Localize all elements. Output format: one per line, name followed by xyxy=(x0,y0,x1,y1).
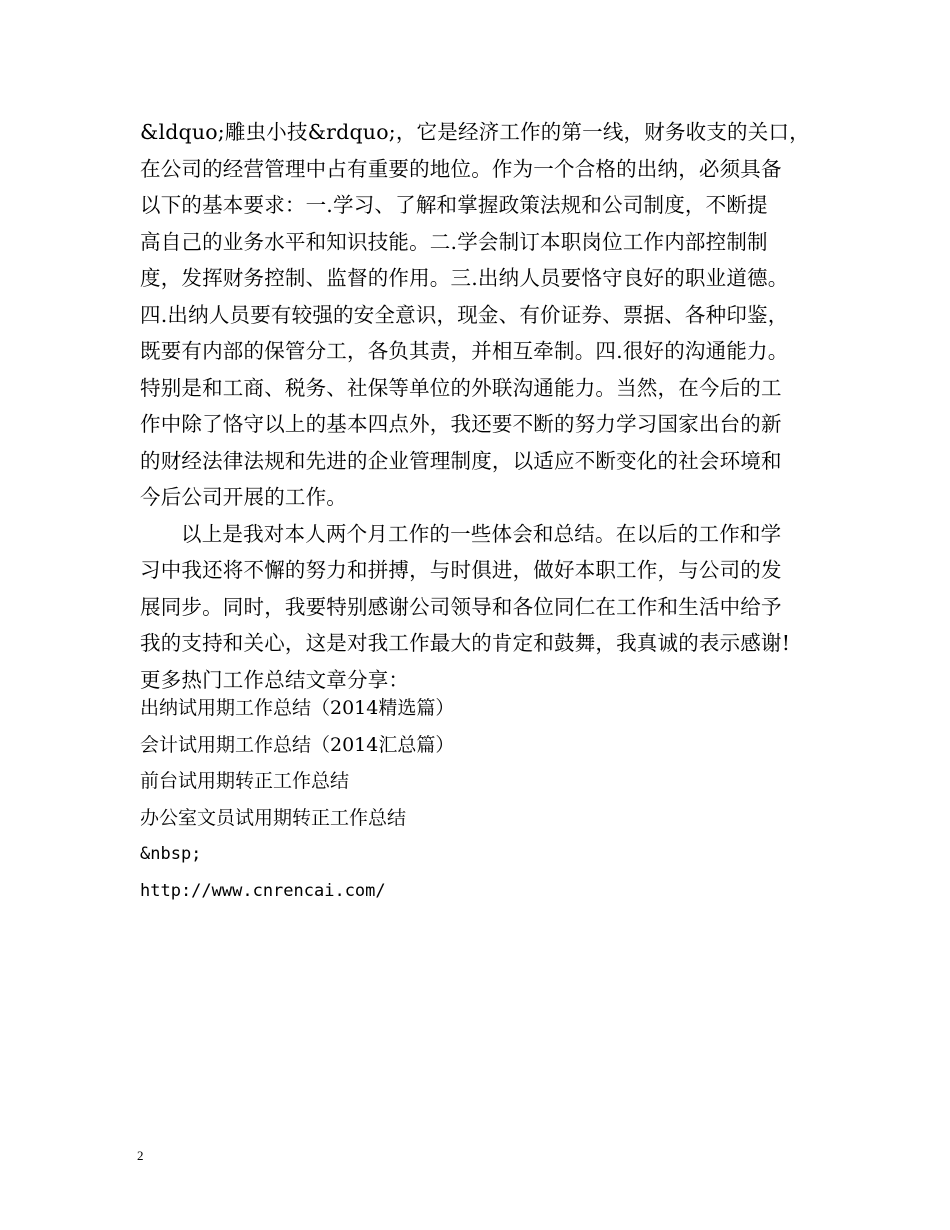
paragraph-2-line: 我的支持和关心，这是对我工作最大的肯定和鼓舞，我真诚的表示感谢! xyxy=(140,631,791,655)
paragraph-1-line: 既要有内部的保管分工，各负其责，并相互牵制。四.很好的沟通能力。 xyxy=(140,339,789,363)
paragraph-1-line: &ldquo;雕虫小技&rdquo;，它是经济工作的第一线，财务收支的关口， xyxy=(140,120,810,144)
page-number: 2 xyxy=(137,1148,144,1163)
paragraph-2-line: 以上是我对本人两个月工作的一些体会和总结。在以后的工作和学 xyxy=(181,521,782,546)
paragraph-2-line: 习中我还将不懈的努力和拼搏，与时俱进，做好本职工作，与公司的发 xyxy=(140,558,782,582)
paragraph-1-line: 的财经法律法规和先进的企业管理制度，以适应不断变化的社会环境和 xyxy=(140,448,782,473)
source-url[interactable]: http://www.cnrencai.com/ xyxy=(140,880,386,901)
paragraph-2-line: 展同步。同时，我要特别感谢公司领导和各位同仁在工作和生活中给予 xyxy=(140,594,782,619)
paragraph-1-line: 四.出纳人员要有较强的安全意识，现金、有价证券、票据、各种印鉴， xyxy=(140,302,789,327)
paragraph-1-line: 特别是和工商、税务、社保等单位的外联沟通能力。当然，在今后的工 xyxy=(140,375,782,400)
related-article-link[interactable]: 办公室文员试用期转正工作总结 xyxy=(140,806,407,829)
body-text xyxy=(140,114,830,698)
paragraph-1-line: 今后公司开展的工作。 xyxy=(140,485,347,509)
paragraph-1-line: 作中除了恪守以上的基本四点外，我还要不断的努力学习国家出台的新 xyxy=(140,412,782,436)
related-article-link[interactable]: 出纳试用期工作总结（2014精选篇） xyxy=(140,697,455,719)
paragraph-1-line: 以下的基本要求：一.学习、了解和掌握政策法规和公司制度，不断提 xyxy=(140,193,768,217)
paragraph-1-line: 度，发挥财务控制、监督的作用。三.出纳人员要恪守良好的职业道德。 xyxy=(140,266,789,290)
related-article-link[interactable]: 会计试用期工作总结（2014汇总篇） xyxy=(140,733,455,756)
related-article-link[interactable]: 前台试用期转正工作总结 xyxy=(140,770,350,792)
more-articles-heading: 更多热门工作总结文章分享： xyxy=(140,667,410,692)
paragraph-1-line: 高自己的业务水平和知识技能。二.学会制订本职岗位工作内部控制制 xyxy=(140,229,768,254)
nbsp-text: &nbsp; xyxy=(140,844,202,864)
related-articles-list xyxy=(140,690,454,909)
paragraph-1-line: 在公司的经营管理中占有重要的地位。作为一个合格的出纳，必须具备 xyxy=(140,156,782,181)
